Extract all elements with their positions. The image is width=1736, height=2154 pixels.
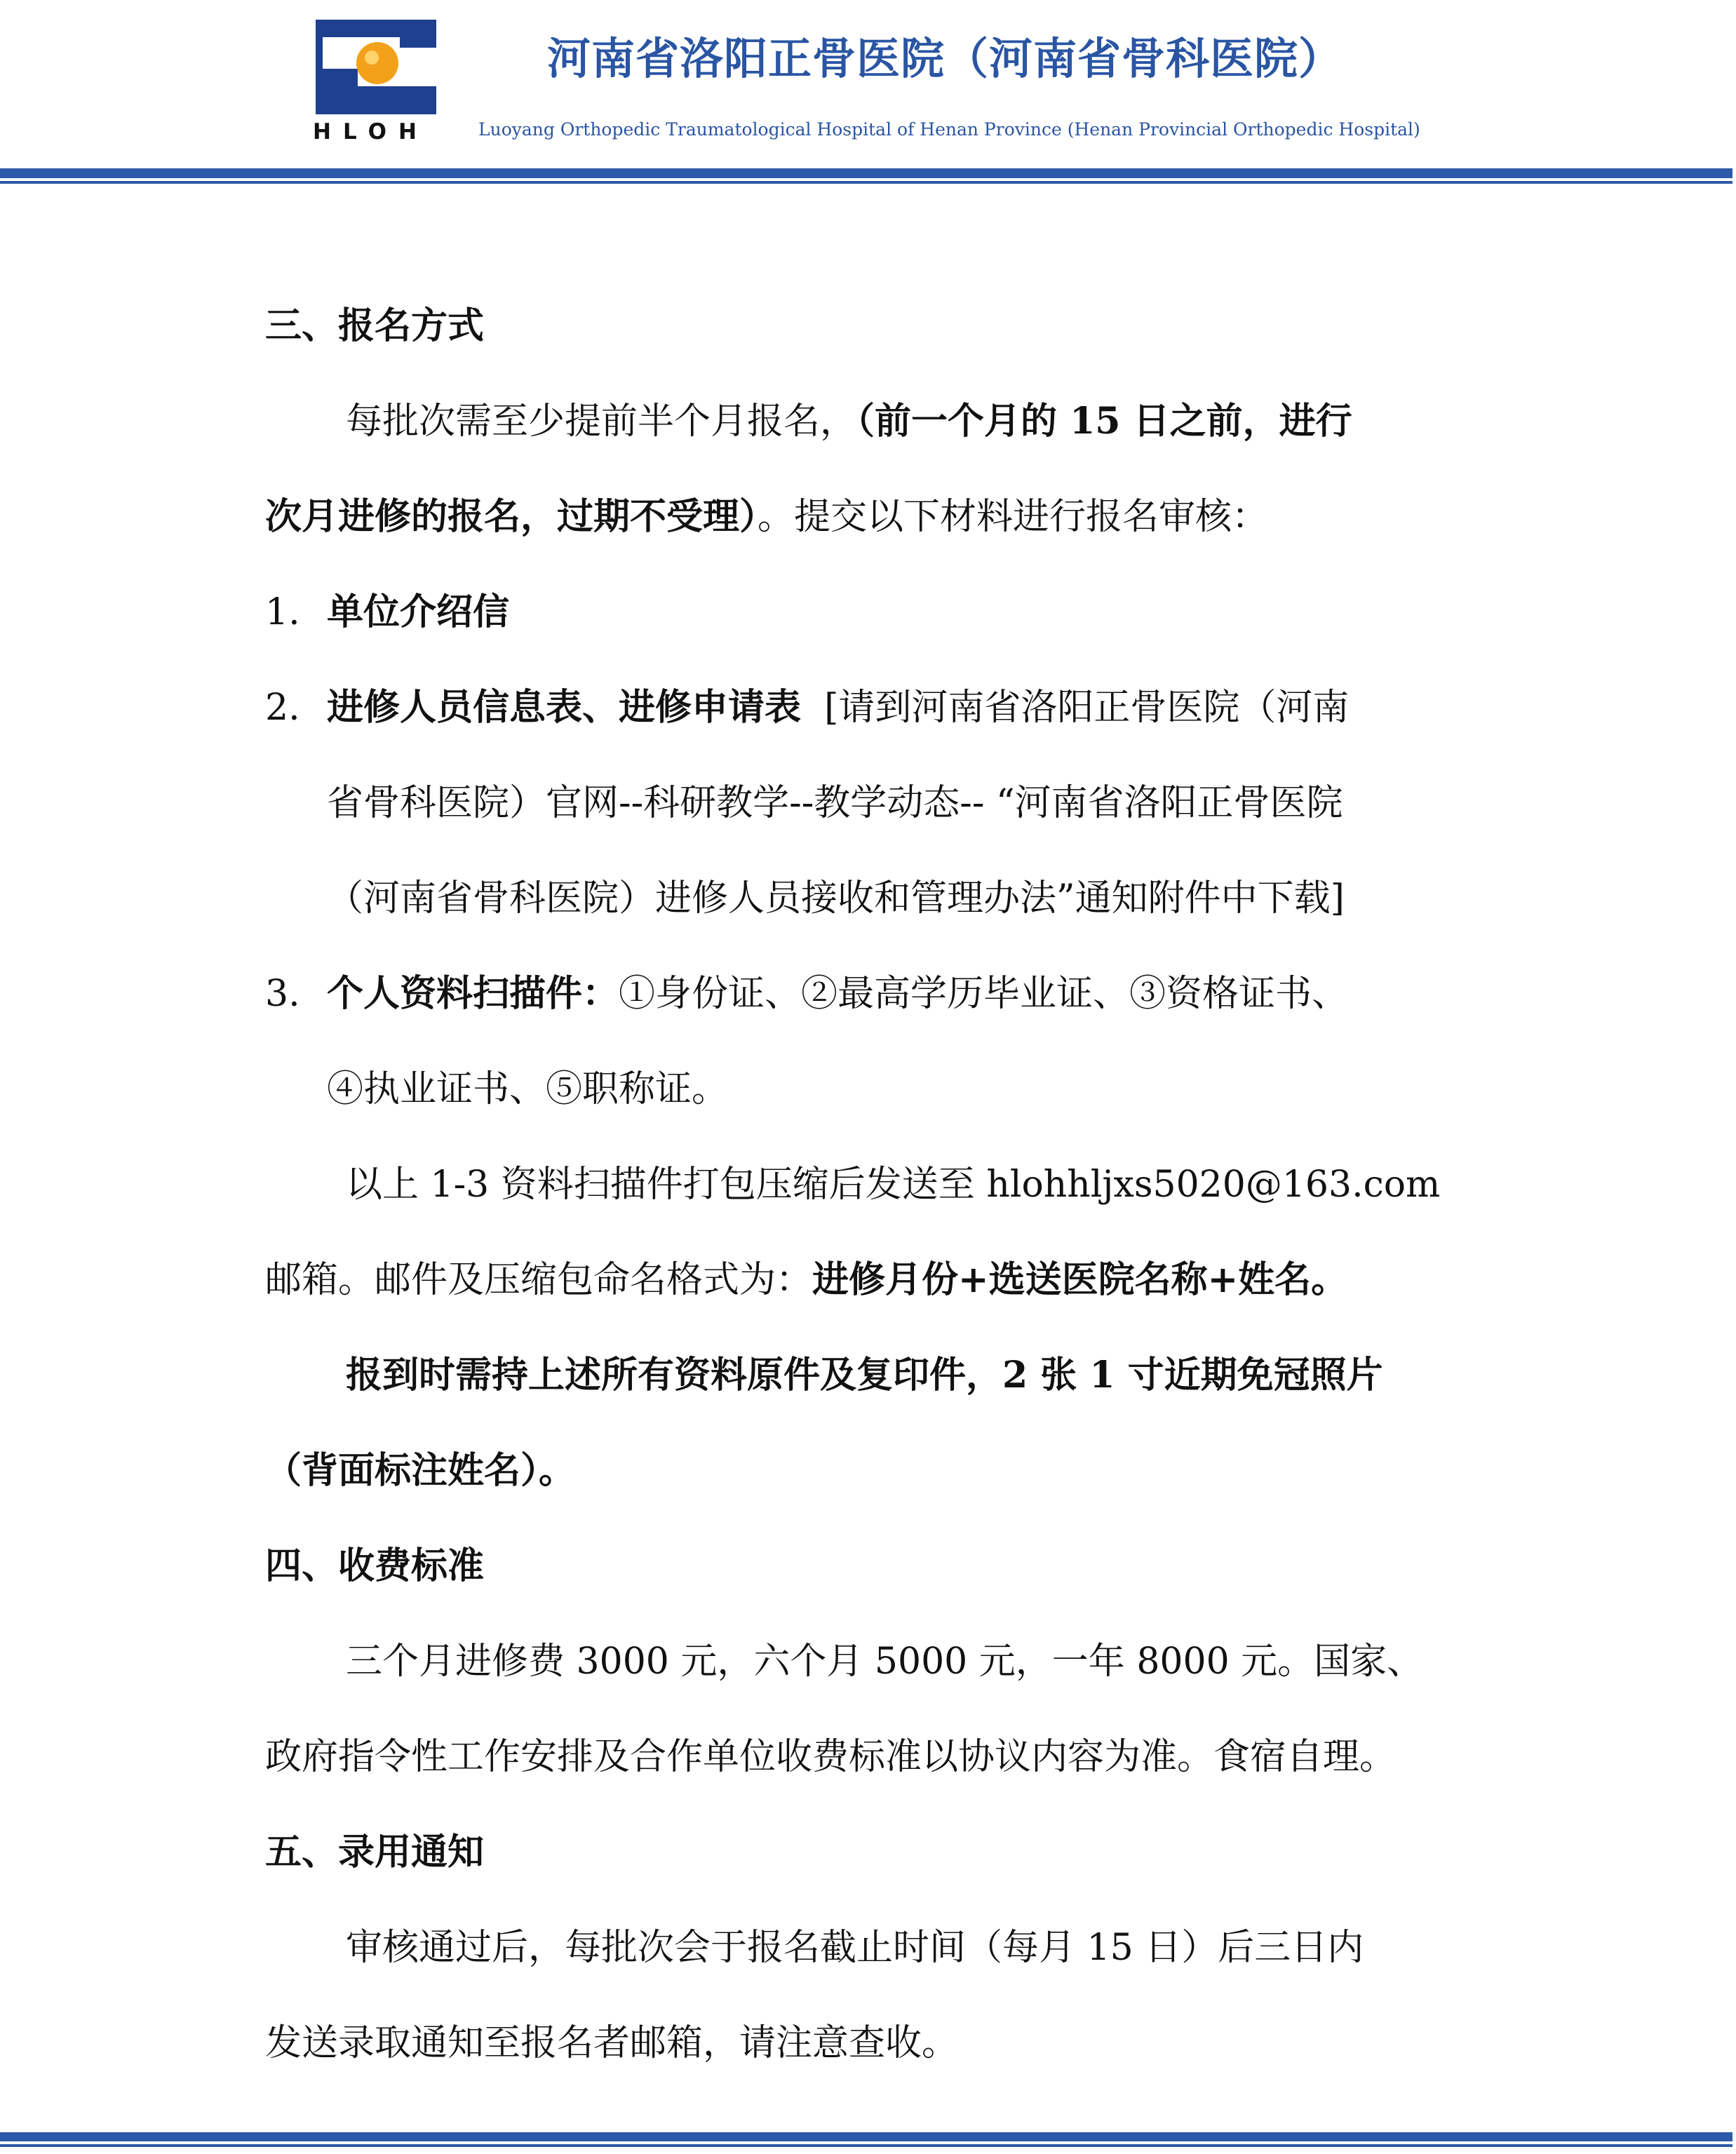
header-rule xyxy=(0,168,1732,178)
section3-p1-line2 xyxy=(265,492,1268,541)
section4-line2: 政府指令性工作安排及合作单位收费标准以协议内容为准。食宿自理。 xyxy=(265,1736,1397,1778)
section3-heading: 三、报名方式 xyxy=(265,305,485,347)
section5-heading: 五、录用通知 xyxy=(265,1831,485,1873)
section4-heading: 四、收费标准 xyxy=(265,1545,485,1587)
item2-label: 进修人员信息表、进修申请表 xyxy=(327,686,802,729)
item2-line1: [请到河南省洛阳正骨医院（河南 xyxy=(824,687,1350,729)
p1-tail: 。提交以下材料进行报名审核： xyxy=(758,496,1269,538)
item3-line1: ①身份证、②最高学历毕业证、③资格证书、 xyxy=(619,973,1349,1015)
section3-p3-line1: 报到时需持上述所有资料原件及复印件，2 张 1 寸近期免冠照片 xyxy=(346,1354,1383,1396)
p2-plain: 邮箱。邮件及压缩包命名格式为： xyxy=(265,1259,813,1301)
item1-num: 1. xyxy=(265,591,300,633)
item3-label: 个人资料扫描件： xyxy=(327,972,619,1015)
letterhead xyxy=(0,0,1736,182)
list-item-2 xyxy=(265,683,1507,732)
section3-p1-line1 xyxy=(346,397,1352,446)
p2-bold: 进修月份+选送医院名称+姓名。 xyxy=(812,1258,1348,1301)
section3-p2-line2 xyxy=(265,1256,1347,1305)
list-item-1 xyxy=(265,588,1507,637)
item2-line3: （河南省骨科医院）进修人员接收和管理办法”通知附件中下载] xyxy=(327,877,1345,920)
hospital-name-en: Luoyang Orthopedic Traumatological Hospital of Henan Province (Henan Provincial Orthopedic Hospital) xyxy=(478,119,1420,140)
item2-num: 2. xyxy=(265,687,300,729)
logo-text: HLOH xyxy=(313,119,429,144)
hospital-name-cn: 河南省洛阳正骨医院（河南省骨科医院） xyxy=(547,33,1343,84)
item1-label: 单位介绍信 xyxy=(327,591,510,633)
section4-line1: 三个月进修费 3000 元，六个月 5000 元，一年 8000 元。国家、 xyxy=(346,1641,1424,1683)
footer-rule xyxy=(0,2132,1732,2141)
list-item-3 xyxy=(265,969,1507,1018)
section3-p2-line1: 以上 1-3 资料扫描件打包压缩后发送至 hlohhljxs5020@163.com xyxy=(346,1164,1441,1206)
item2-line2: 省骨科医院）官网--科研教学--教学动态-- “河南省洛阳正骨医院 xyxy=(327,782,1343,824)
p1-bold-b: 次月进修的报名，过期不受理） xyxy=(265,495,758,538)
p1-bold-a: （前一个月的 15 日之前，进行 xyxy=(856,400,1352,443)
item3-line2: ④执业证书、⑤职称证。 xyxy=(327,1068,729,1110)
footer-rule-thin xyxy=(0,2144,1732,2147)
section5-line1: 审核通过后，每批次会于报名截止时间（每月 15 日）后三日内 xyxy=(346,1927,1364,1969)
hospital-logo xyxy=(316,20,436,114)
item3-num: 3. xyxy=(265,973,300,1015)
p1-plain: 每批次需至少提前半个月报名， xyxy=(346,400,857,443)
section5-line2: 发送录取通知至报名者邮箱，请注意查收。 xyxy=(265,2022,959,2064)
section3-p3-line2: （背面标注姓名）。 xyxy=(265,1449,576,1492)
header-rule-thin xyxy=(0,181,1732,184)
